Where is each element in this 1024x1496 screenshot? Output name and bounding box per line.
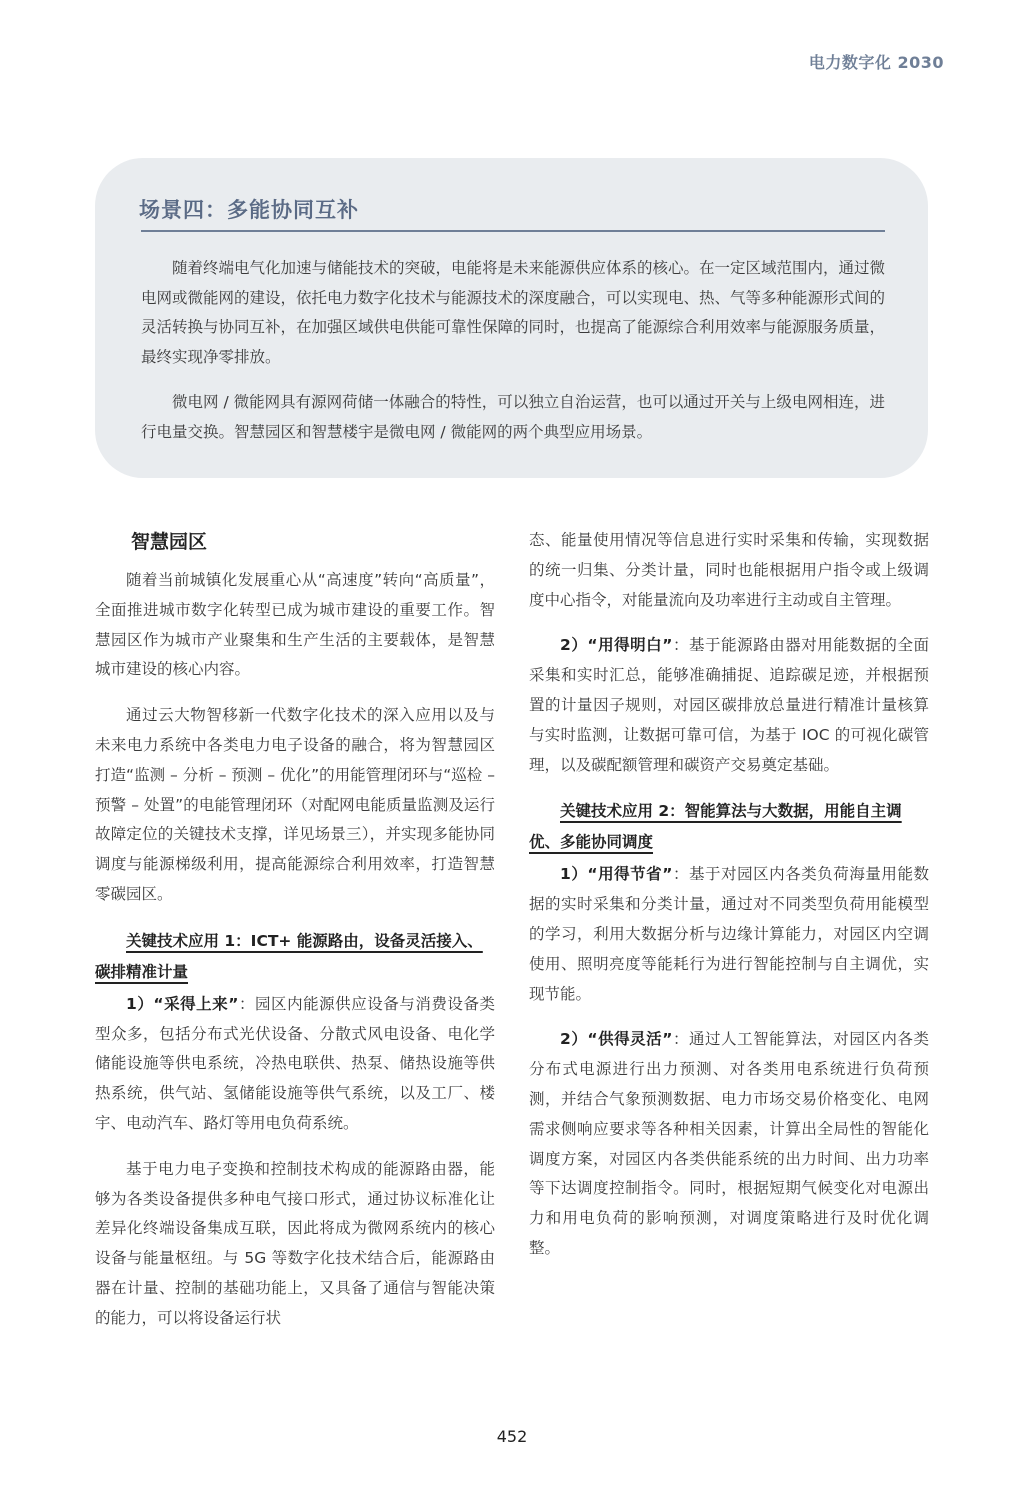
item-text: ：园区内能源供应设备与消费设备类型众多，包括分布式光伏设备、分散式风电设备、电化学储能设施等供电系统，冷热电联供、热泵、储热设施等供热系统，供气站、氢储能设施等供气系统，以及工厂、楼宇、电动汽车、路灯等用电负荷系统。 [95,994,495,1132]
item-label: 1）“用得节省” [560,865,673,884]
numbered-item [95,990,495,1139]
item-label: 2）“用得明白” [560,636,673,655]
item-text: ：基于对园区内各类负荷海量用能数据的实时采集和分类计量，通过对不同类型负荷用能模型的学习，利用大数据分析与边缘计算能力，对园区内空调使用、照明亮度等能耗行为进行智能控制与自主调优，实现节能。 [529,865,929,1003]
item-text: ：通过人工智能算法，对园区内各类分布式电源进行出力预测、对各类用电系统进行负荷预测，并结合气象预测数据、电力市场交易价格变化、电网需求侧响应要求等各种相关因素，计算出全局性的智能化调度方案，对园区内各类供能系统的出力时间、出力功率等下达调度控制指令。同时，根据短期气候变化对电源出力和用电负荷的影响预测，对调度策略进行及时优化调整。 [529,1030,929,1257]
section-heading: 智慧园区 [131,531,208,553]
title-underline [141,230,885,232]
body-paragraph: 基于电力电子变换和控制技术构成的能源路由器，能够为各类设备提供多种电气接口形式，通过协议标准化让差异化终端设备集成互联，因此将成为微网系统内的核心设备与能量枢纽。与 5G 等数字化技术结合后，能源路由器在计量、控制的基础功能上，又具备了通信与智能决策的能力，可以将设备运行状 [95,1159,495,1327]
numbered-item [529,1025,929,1263]
page-number: 452 [496,1427,528,1446]
running-header: 电力数字化 2030 [808,53,944,72]
scene-callout-box [95,158,928,478]
body-paragraph: 态、能量使用情况等信息进行实时采集和传输，实现数据的统一归集、分类计量，同时也能根据用户指令或上级调度中心指令，对能量流向及功率进行主动或自主管理。 [529,531,929,609]
scene-body [141,254,885,463]
key-technology-heading: 关键技术应用 2：智能算法与大数据，用能自主调优、多能协同调度 [529,802,902,852]
item-label: 1）“采得上来” [126,994,239,1013]
scene-paragraph: 随着终端电气化加速与储能技术的突破，电能将是未来能源供应体系的核心。在一定区域范围内，通过微电网或微能网的建设，依托电力数字化技术与能源技术的深度融合，可以实现电、热、气等多种能源形式间的灵活转换与协同互补，在加强区域供电供能可靠性保障的同时，也提高了能源综合利用效率与能源服务质量，最终实现净零排放。 [141,259,886,366]
scene-title: 场景四：多能协同互补 [139,198,359,222]
numbered-item [529,860,929,1009]
left-column [95,528,495,1350]
body-paragraph: 随着当前城镇化发展重心从“高速度”转向“高质量”，全面推进城市数字化转型已成为城市建设的重要工作。智慧园区作为城市产业聚集和生产生活的主要载体，是智慧城市建设的核心内容。 [95,571,495,679]
item-text: ：基于能源路由器对用能数据的全面采集和实时汇总，能够准确捕捉、追踪碳足迹，并根据预置的计量因子规则，对园区碳排放总量进行精准计量核算与实时监测，让数据可靠可信，为基于 IOC 的可视化碳管理，以及碳配额管理和碳资产交易奠定基础。 [529,636,929,774]
key-technology-heading: 关键技术应用 1：ICT+ 能源路由，设备灵活接入、碳排精准计量 [95,931,483,981]
item-label: 2）“供得灵活” [560,1030,673,1049]
right-column [529,526,929,1280]
scene-paragraph: 微电网 / 微能网具有源网荷储一体融合的特性，可以独立自治运营，也可以通过开关与上级电网相连，进行电量交换。智慧园区和智慧楼宇是微电网 / 微能网的两个典型应用场景。 [141,393,885,441]
numbered-item [529,631,929,780]
body-paragraph: 通过云大物智移新一代数字化技术的深入应用以及与未来电力系统中各类电力电子设备的融合，将为智慧园区打造“监测 – 分析 – 预测 – 优化”的用能管理闭环与“巡检 – 预警 – 处置”的电能管理闭环（对配网电能质量监测及运行故障定位的关键技术支撑，详见场景三），并实现多能协同调度与能源梯级利用，提高能源综合利用效率，打造智慧零碳园区。 [95,706,495,903]
